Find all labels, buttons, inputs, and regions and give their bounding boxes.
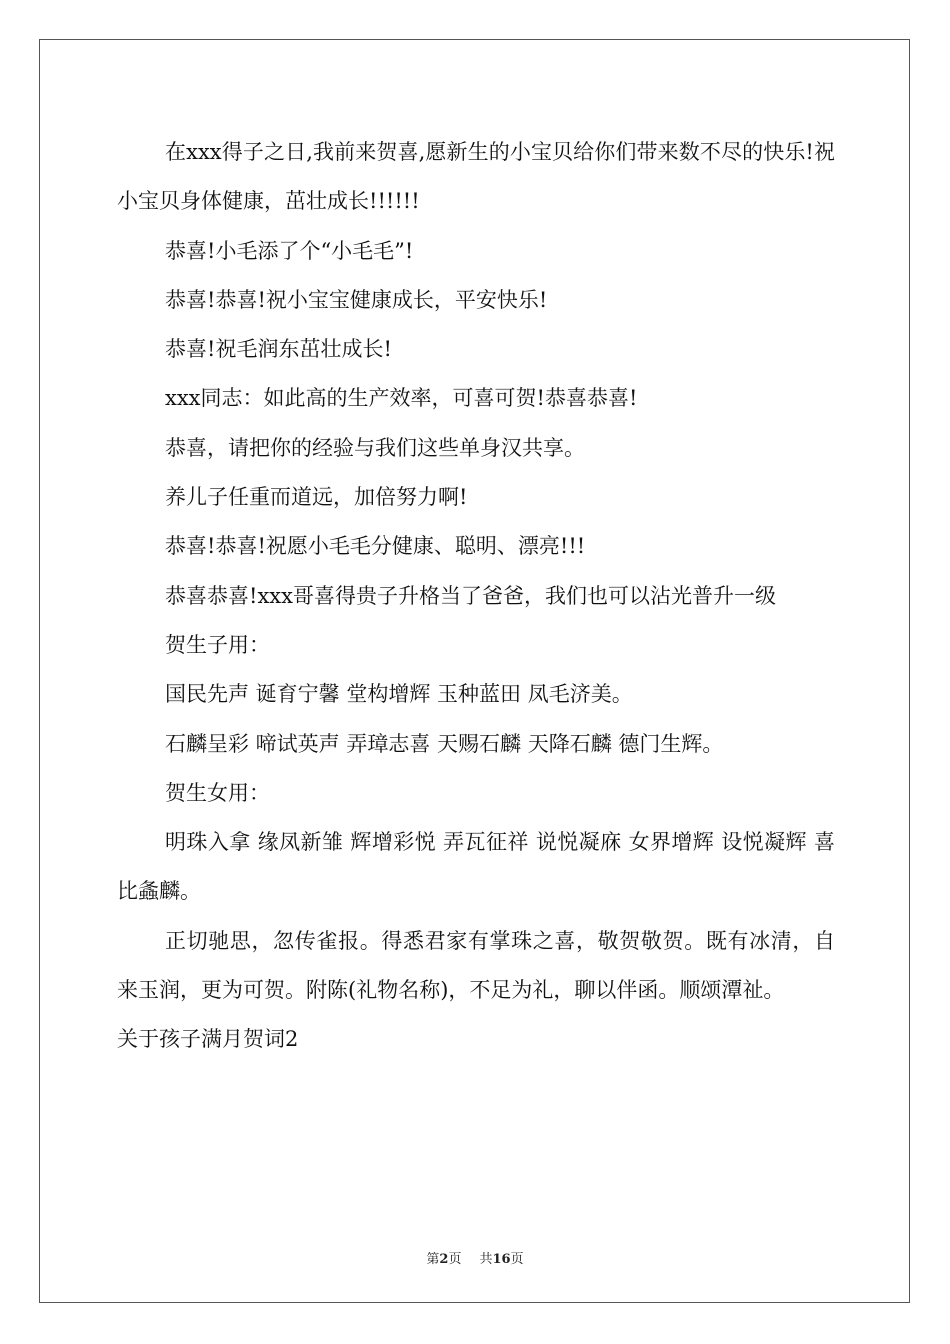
paragraph-3: 恭喜!恭喜!祝小宝宝健康成长，平安快乐!	[165, 287, 548, 312]
paragraph-10: 贺生子用：	[165, 632, 270, 657]
paragraph-4: 恭喜!祝毛润东茁壮成长!	[165, 337, 392, 362]
paragraph-14: 明珠入拿 缘凤新雏 辉增彩悦 弄瓦征祥 说悦凝庥 女界增辉 设悦凝辉 喜比螽麟。	[117, 830, 835, 904]
document-body	[117, 128, 835, 1065]
paragraph-15: 正切驰思，忽传雀报。得悉君家有掌珠之喜，敬贺敬贺。既有冰清，自来玉润，更为可贺。附陈(礼物名称)，不足为礼，聊以伴函。顺颂潭祉。	[117, 928, 835, 1003]
footer-total-pages: 16	[492, 1252, 511, 1267]
footer-page-number: 2	[439, 1252, 449, 1267]
paragraph-13: 贺生女用：	[165, 780, 270, 805]
paragraph-8: 恭喜!恭喜!祝愿小毛毛分健康、聪明、漂亮!!!	[165, 534, 586, 559]
paragraph-6: 恭喜，请把你的经验与我们这些单身汉共享。	[165, 435, 585, 460]
paragraph-7: 养儿子任重而道远，加倍努力啊!	[165, 485, 468, 510]
footer-page-prefix: 第	[426, 1252, 440, 1267]
paragraph-1: 在xxx得子之日,我前来贺喜,愿新生的小宝贝给你们带来数不尽的快乐!祝小宝贝身体健康，茁壮成长!!!!!!	[117, 140, 835, 214]
paragraph-5: xxx同志：如此高的生产效率，可喜可贺!恭喜恭喜!	[165, 386, 638, 411]
footer-page-suffix: 页	[448, 1252, 462, 1267]
page-footer	[0, 1248, 950, 1267]
paragraph-9: 恭喜恭喜!xxx哥喜得贵子升格当了爸爸，我们也可以沾光普升一级	[165, 583, 776, 608]
paragraph-2: 恭喜!小毛添了个“小毛毛”!	[165, 238, 414, 263]
paragraph-12: 石麟呈彩 啼试英声 弄璋志喜 天赐石麟 天降石麟 德门生辉。	[165, 731, 724, 756]
footer-total-suffix: 页	[510, 1252, 524, 1267]
section-heading: 关于孩子满月贺词2	[117, 1027, 299, 1052]
paragraph-11: 国民先声 诞育宁馨 堂构增辉 玉种蓝田 凤毛济美。	[165, 682, 633, 707]
footer-total-prefix: 共	[479, 1252, 493, 1267]
